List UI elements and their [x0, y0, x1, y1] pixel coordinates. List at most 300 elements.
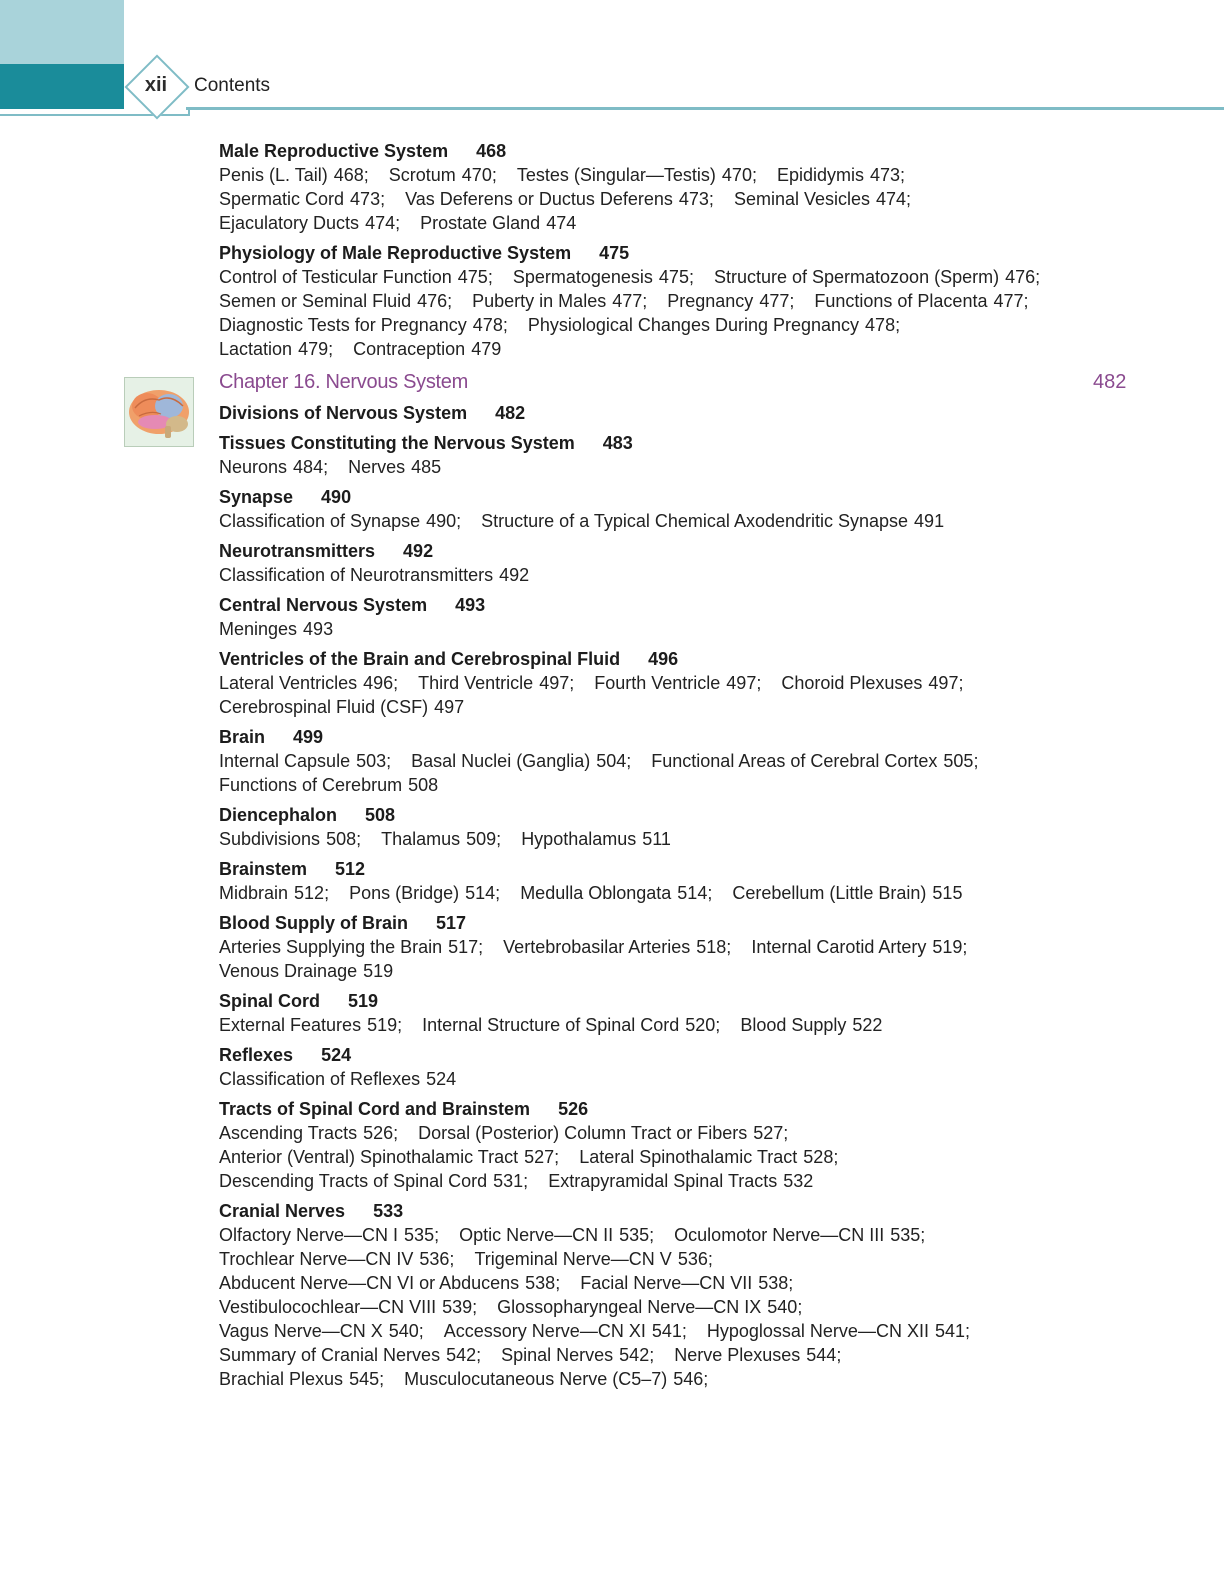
- subtopic-entry[interactable]: [219, 165, 369, 185]
- subtopic-entry[interactable]: [389, 165, 497, 185]
- subtopic-page: 484;: [293, 457, 329, 477]
- subtopic-page: 485: [411, 457, 442, 477]
- subtopic-title: Optic Nerve—CN II: [459, 1225, 614, 1245]
- subtopic-entry[interactable]: [594, 673, 761, 693]
- toc-section: [219, 1199, 1119, 1391]
- subtopic-page: 474;: [876, 189, 912, 209]
- section-heading[interactable]: [219, 989, 1119, 1013]
- subtopic-entry[interactable]: [219, 565, 529, 585]
- subtopic-title: Functions of Cerebrum: [219, 775, 403, 795]
- subtopic-entry[interactable]: [219, 1321, 424, 1341]
- subtopic-entry[interactable]: [349, 883, 500, 903]
- subtopic-entry[interactable]: [674, 1225, 925, 1245]
- subtopic-entry[interactable]: [219, 1249, 454, 1269]
- section-title: Male Reproductive System: [219, 141, 449, 161]
- subtopic-entry[interactable]: [219, 1147, 559, 1167]
- subtopic-entry[interactable]: [481, 511, 944, 531]
- subtopic-title: Accessory Nerve—CN XI: [443, 1321, 646, 1341]
- subtopic-entry[interactable]: [503, 937, 731, 957]
- section-title: Neurotransmitters: [219, 541, 376, 561]
- subtopic-page: 526;: [363, 1123, 399, 1143]
- subtopic-entry[interactable]: [219, 339, 333, 359]
- subtopic-title: Pons (Bridge): [349, 883, 460, 903]
- subtopic-page: 538;: [525, 1273, 561, 1293]
- subtopic-page: 515: [932, 883, 963, 903]
- subtopic-page: 505;: [943, 751, 979, 771]
- subtopic-page: 470;: [461, 165, 497, 185]
- section-title: Physiology of Male Reproductive System: [219, 243, 572, 263]
- subtopic-page: 497;: [928, 673, 964, 693]
- section-title: Diencephalon: [219, 805, 338, 825]
- subtopic-page: 478;: [472, 315, 508, 335]
- section-heading[interactable]: [219, 1043, 1119, 1067]
- subtopic-page: 541;: [934, 1321, 970, 1341]
- toc-section: [219, 911, 1119, 983]
- subtopic-title: Thalamus: [381, 829, 461, 849]
- subtopic-entry[interactable]: [219, 673, 398, 693]
- subtopic-page: 536;: [677, 1249, 713, 1269]
- subtopic-title: Structure of Spermatozoon (Sperm): [713, 267, 1000, 287]
- toc-section: [219, 1097, 1119, 1193]
- subtopic-page: 519;: [932, 937, 968, 957]
- subtopic-page: 540;: [767, 1297, 803, 1317]
- subtopic-title: Internal Carotid Artery: [751, 937, 927, 957]
- subtopic-title: Functions of Placenta: [814, 291, 988, 311]
- section-heading[interactable]: [219, 139, 1119, 163]
- subtopic-line: [219, 1271, 1119, 1295]
- section-heading[interactable]: [219, 401, 1119, 425]
- subtopic-entry[interactable]: [219, 775, 438, 795]
- subtopic-title: Control of Testicular Function: [219, 267, 452, 287]
- subtopic-page: 511: [642, 829, 671, 849]
- toc-section: [219, 139, 1119, 235]
- section-page: 519: [348, 991, 379, 1011]
- subtopic-entry[interactable]: [521, 829, 671, 849]
- subtopic-entry[interactable]: [219, 619, 333, 639]
- subtopic-page: 514;: [465, 883, 501, 903]
- header-band-dark: [0, 64, 124, 109]
- subtopic-entry[interactable]: [418, 1123, 788, 1143]
- subtopic-entry[interactable]: [348, 457, 441, 477]
- subtopic-page: 477;: [612, 291, 648, 311]
- subtopic-entry[interactable]: [497, 1297, 802, 1317]
- subtopic-page: 474: [546, 213, 577, 233]
- subtopic-entry[interactable]: [520, 883, 712, 903]
- toc-section: [219, 725, 1119, 797]
- subtopic-title: Abducent Nerve—CN VI or Abducens: [219, 1273, 520, 1293]
- subtopic-page: 542;: [619, 1345, 655, 1365]
- subtopic-title: Vagus Nerve—CN X: [219, 1321, 383, 1341]
- section-title: Synapse: [219, 487, 294, 507]
- subtopic-entry[interactable]: [219, 961, 393, 981]
- subtopic-page: 476;: [1005, 267, 1041, 287]
- section-title: Central Nervous System: [219, 595, 428, 615]
- subtopic-page: 504;: [596, 751, 632, 771]
- subtopic-page: 490;: [426, 511, 462, 531]
- subtopic-entry[interactable]: [219, 189, 385, 209]
- toc-section: [219, 539, 1119, 587]
- section-title: Brainstem: [219, 859, 308, 879]
- section-heading[interactable]: [219, 539, 1119, 563]
- subtopic-title: Prostate Gland: [420, 213, 541, 233]
- section-title: Tracts of Spinal Cord and Brainstem: [219, 1099, 531, 1119]
- subtopic-page: 540;: [388, 1321, 424, 1341]
- subtopic-page: 503;: [356, 751, 392, 771]
- subtopic-title: Cerebellum (Little Brain): [732, 883, 927, 903]
- subtopic-page: 542;: [446, 1345, 482, 1365]
- subtopic-entry[interactable]: [651, 751, 978, 771]
- subtopic-title: Olfactory Nerve—CN I: [219, 1225, 399, 1245]
- subtopic-entry[interactable]: [219, 315, 508, 335]
- subtopic-title: Internal Structure of Spinal Cord: [422, 1015, 680, 1035]
- subtopic-title: Musculocutaneous Nerve (C5–7): [404, 1369, 668, 1389]
- subtopic-title: Lateral Ventricles: [219, 673, 358, 693]
- subtopic-entry[interactable]: [219, 1123, 398, 1143]
- subtopic-line: [219, 1295, 1119, 1319]
- subtopic-title: Medulla Oblongata: [520, 883, 672, 903]
- page-number: xii: [144, 74, 168, 96]
- section-page: 482: [495, 403, 526, 423]
- subtopic-title: Venous Drainage: [219, 961, 358, 981]
- subtopic-line: [219, 1169, 1119, 1193]
- subtopic-title: Trochlear Nerve—CN IV: [219, 1249, 414, 1269]
- subtopic-title: Blood Supply: [740, 1015, 847, 1035]
- subtopic-title: Midbrain: [219, 883, 289, 903]
- subtopic-page: 473;: [350, 189, 386, 209]
- subtopic-title: Dorsal (Posterior) Column Tract or Fibers: [418, 1123, 748, 1143]
- section-heading[interactable]: [219, 241, 1119, 265]
- header-rule: [186, 107, 1224, 110]
- subtopic-entry[interactable]: [219, 697, 464, 717]
- subtopic-page: 527;: [753, 1123, 789, 1143]
- subtopic-page: 539;: [442, 1297, 478, 1317]
- section-heading[interactable]: [219, 1199, 1119, 1223]
- subtopic-entry[interactable]: [418, 673, 574, 693]
- subtopic-page: 519: [363, 961, 394, 981]
- subtopic-title: Ascending Tracts: [219, 1123, 358, 1143]
- toc-section: [219, 431, 1119, 479]
- subtopic-line: [219, 289, 1119, 313]
- subtopic-entry[interactable]: [219, 1069, 456, 1089]
- subtopic-entry[interactable]: [777, 165, 905, 185]
- subtopic-page: 538;: [758, 1273, 794, 1293]
- subtopic-entry[interactable]: [513, 267, 694, 287]
- section-heading[interactable]: [219, 857, 1119, 881]
- subtopic-entry[interactable]: [528, 315, 900, 335]
- subtopic-entry[interactable]: [444, 1321, 687, 1341]
- subtopic-entry[interactable]: [422, 1015, 720, 1035]
- section-heading[interactable]: [219, 1097, 1119, 1121]
- subtopic-page: 535;: [404, 1225, 440, 1245]
- subtopic-page: 473;: [870, 165, 906, 185]
- subtopic-title: Subdivisions: [219, 829, 321, 849]
- subtopic-entry[interactable]: [580, 1273, 793, 1293]
- subtopic-entry[interactable]: [667, 291, 794, 311]
- section-page: 490: [321, 487, 352, 507]
- subtopic-page: 479: [471, 339, 502, 359]
- section-heading[interactable]: [219, 593, 1119, 617]
- subtopic-entry[interactable]: [219, 937, 483, 957]
- subtopic-entry[interactable]: [381, 829, 501, 849]
- subtopic-line: [219, 827, 1119, 851]
- subtopic-line: [219, 749, 1119, 773]
- section-page: 493: [455, 595, 486, 615]
- subtopic-page: 532: [783, 1171, 814, 1191]
- toc-section: [219, 401, 1119, 425]
- subtopic-page: 536;: [419, 1249, 455, 1269]
- subtopic-page: 520;: [685, 1015, 721, 1035]
- subtopic-title: Structure of a Typical Chemical Axodendritic Synapse: [481, 511, 909, 531]
- subtopic-title: Penis (L. Tail): [219, 165, 328, 185]
- subtopic-title: Classification of Reflexes: [219, 1069, 421, 1089]
- subtopic-entry[interactable]: [459, 1225, 654, 1245]
- subtopic-line: [219, 563, 1119, 587]
- section-heading[interactable]: [219, 647, 1119, 671]
- header-rule-step: [188, 107, 190, 116]
- subtopic-page: 545;: [349, 1369, 385, 1389]
- subtopic-entry[interactable]: [814, 291, 1028, 311]
- subtopic-line: [219, 773, 1119, 797]
- section-page: 533: [373, 1201, 404, 1221]
- subtopic-title: Descending Tracts of Spinal Cord: [219, 1171, 488, 1191]
- subtopic-line: [219, 337, 1119, 361]
- subtopic-page: 535;: [619, 1225, 655, 1245]
- subtopic-line: [219, 1367, 1119, 1391]
- subtopic-line: [219, 881, 1119, 905]
- subtopic-entry[interactable]: [707, 1321, 970, 1341]
- subtopic-title: Pregnancy: [667, 291, 754, 311]
- subtopic-line: [219, 959, 1119, 983]
- chapter-page: 482: [1093, 371, 1127, 393]
- section-title: Divisions of Nervous System: [219, 403, 468, 423]
- section-page: 468: [476, 141, 507, 161]
- subtopic-entry[interactable]: [219, 751, 391, 771]
- subtopic-page: 474;: [365, 213, 401, 233]
- section-title: Spinal Cord: [219, 991, 321, 1011]
- subtopic-title: Semen or Seminal Fluid: [219, 291, 412, 311]
- subtopic-title: Basal Nuclei (Ganglia): [411, 751, 591, 771]
- section-page: 526: [558, 1099, 589, 1119]
- subtopic-title: Neurons: [219, 457, 288, 477]
- subtopic-line: [219, 455, 1119, 479]
- subtopic-page: 508;: [326, 829, 362, 849]
- subtopic-entry[interactable]: [219, 1369, 384, 1389]
- subtopic-page: 514;: [677, 883, 713, 903]
- subtopic-page: 522: [852, 1015, 883, 1035]
- section-page: 475: [599, 243, 630, 263]
- subtopic-entry[interactable]: [734, 189, 911, 209]
- subtopic-page: 470;: [721, 165, 757, 185]
- chapter-title: Chapter 16. Nervous System: [219, 371, 468, 393]
- subtopic-page: 476;: [417, 291, 453, 311]
- subtopic-title: Hypothalamus: [521, 829, 637, 849]
- subtopic-entry[interactable]: [420, 213, 576, 233]
- subtopic-entry[interactable]: [219, 511, 461, 531]
- subtopic-title: Brachial Plexus: [219, 1369, 344, 1389]
- toc-section: [219, 485, 1119, 533]
- subtopic-line: [219, 1145, 1119, 1169]
- subtopic-page: 531;: [493, 1171, 529, 1191]
- subtopic-entry[interactable]: [353, 339, 501, 359]
- subtopic-page: 544;: [806, 1345, 842, 1365]
- subtopic-title: Vertebrobasilar Arteries: [503, 937, 691, 957]
- subtopic-title: Diagnostic Tests for Pregnancy: [219, 315, 467, 335]
- toc-section: [219, 857, 1119, 905]
- subtopic-page: 477;: [993, 291, 1029, 311]
- subtopic-page: 517;: [448, 937, 484, 957]
- subtopic-entry[interactable]: [751, 937, 967, 957]
- subtopic-page: 491: [914, 511, 945, 531]
- subtopic-page: 497;: [539, 673, 575, 693]
- subtopic-page: 468;: [333, 165, 369, 185]
- subtopic-page: 518;: [696, 937, 732, 957]
- section-page: 508: [365, 805, 396, 825]
- section-heading[interactable]: [219, 911, 1119, 935]
- subtopic-page: 479;: [298, 339, 334, 359]
- subtopic-title: Extrapyramidal Spinal Tracts: [548, 1171, 778, 1191]
- subtopic-page: 477;: [759, 291, 795, 311]
- toc-section: [219, 647, 1119, 719]
- subtopic-title: Ejaculatory Ducts: [219, 213, 360, 233]
- subtopic-entry[interactable]: [548, 1171, 813, 1191]
- toc-content: [219, 139, 1127, 1397]
- subtopic-page: 512;: [294, 883, 330, 903]
- subtopic-entry[interactable]: [219, 1273, 560, 1293]
- section-page: 524: [321, 1045, 352, 1065]
- section-page: 512: [335, 859, 366, 879]
- section-title: Reflexes: [219, 1045, 294, 1065]
- toc-section: [219, 1043, 1119, 1091]
- subtopic-title: Classification of Synapse: [219, 511, 421, 531]
- subtopic-entry[interactable]: [714, 267, 1040, 287]
- section-heading[interactable]: [219, 803, 1119, 827]
- subtopic-title: Epididymis: [776, 165, 864, 185]
- subtopic-title: Vas Deferens or Ductus Deferens: [405, 189, 673, 209]
- subtopic-page: 527;: [524, 1147, 560, 1167]
- subtopic-line: [219, 617, 1119, 641]
- toc-section: [219, 593, 1119, 641]
- subtopic-line: [219, 509, 1119, 533]
- section-page: 483: [602, 433, 633, 453]
- subtopic-page: 496;: [363, 673, 399, 693]
- subtopic-line: [219, 1247, 1119, 1271]
- subtopic-page: 524: [426, 1069, 457, 1089]
- section-title: Cranial Nerves: [219, 1201, 346, 1221]
- subtopic-page: 497: [434, 697, 465, 717]
- subtopic-line: [219, 1121, 1119, 1145]
- subtopic-title: External Features: [219, 1015, 362, 1035]
- subtopic-entry[interactable]: [674, 1345, 841, 1365]
- subtopic-title: Hypoglossal Nerve—CN XII: [706, 1321, 929, 1341]
- subtopic-entry[interactable]: [219, 883, 329, 903]
- subtopic-page: 475;: [658, 267, 694, 287]
- section-title: Brain: [219, 727, 266, 747]
- subtopic-line: [219, 1067, 1119, 1091]
- subtopic-entry[interactable]: [474, 1249, 712, 1269]
- subtopic-entry[interactable]: [732, 883, 962, 903]
- subtopic-title: Spinal Nerves: [501, 1345, 614, 1365]
- subtopic-title: Testes (Singular—Testis): [516, 165, 716, 185]
- subtopic-title: Summary of Cranial Nerves: [219, 1345, 441, 1365]
- subtopic-page: 508: [408, 775, 439, 795]
- subtopic-title: Vestibulocochlear—CN VIII: [219, 1297, 437, 1317]
- toc-section: [219, 241, 1119, 361]
- subtopic-entry[interactable]: [219, 1225, 439, 1245]
- section-heading[interactable]: [219, 725, 1119, 749]
- subtopic-title: Fourth Ventricle: [594, 673, 721, 693]
- subtopic-title: Physiological Changes During Pregnancy: [527, 315, 860, 335]
- subtopic-entry[interactable]: [579, 1147, 838, 1167]
- subtopic-entry[interactable]: [501, 1345, 654, 1365]
- subtopic-title: Choroid Plexuses: [781, 673, 923, 693]
- subtopic-line: [219, 695, 1119, 719]
- subtopic-page: 475;: [457, 267, 493, 287]
- subtopic-page: 478;: [865, 315, 901, 335]
- subtopic-line: [219, 1013, 1119, 1037]
- subtopic-entry[interactable]: [219, 1015, 402, 1035]
- subtopic-line: [219, 1319, 1119, 1343]
- toc-section: [219, 803, 1119, 851]
- section-heading[interactable]: [219, 431, 1119, 455]
- subtopic-page: 528;: [803, 1147, 839, 1167]
- subtopic-entry[interactable]: [472, 291, 647, 311]
- subtopic-entry[interactable]: [781, 673, 963, 693]
- subtopic-entry[interactable]: [740, 1015, 882, 1035]
- subtopic-entry[interactable]: [517, 165, 757, 185]
- subtopic-entry[interactable]: [219, 457, 328, 477]
- subtopic-title: Arteries Supplying the Brain: [219, 937, 443, 957]
- subtopic-title: Puberty in Males: [472, 291, 607, 311]
- section-heading[interactable]: [219, 485, 1119, 509]
- brain-icon: [124, 377, 194, 447]
- subtopic-line: [219, 265, 1119, 289]
- subtopic-entry[interactable]: [219, 291, 452, 311]
- subtopic-line: [219, 313, 1119, 337]
- subtopic-entry[interactable]: [219, 213, 400, 233]
- subtopic-title: Anterior (Ventral) Spinothalamic Tract: [219, 1147, 519, 1167]
- subtopic-entry[interactable]: [219, 1345, 481, 1365]
- section-title: Ventricles of the Brain and Cerebrospinal Fluid: [219, 649, 621, 669]
- subtopic-title: Seminal Vesicles: [733, 189, 871, 209]
- subtopic-title: Meninges: [219, 619, 298, 639]
- subtopic-title: Classification of Neurotransmitters: [219, 565, 494, 585]
- subtopic-title: Glossopharyngeal Nerve—CN IX: [497, 1297, 762, 1317]
- subtopic-entry[interactable]: [219, 1171, 528, 1191]
- subtopic-page: 535;: [890, 1225, 926, 1245]
- header-band-light: [0, 0, 124, 64]
- subtopic-title: Scrotum: [388, 165, 456, 185]
- subtopic-entry[interactable]: [219, 267, 493, 287]
- subtopic-entry[interactable]: [219, 829, 361, 849]
- subtopic-page: 509;: [466, 829, 502, 849]
- subtopic-title: Spermatic Cord: [219, 189, 345, 209]
- section-title: Blood Supply of Brain: [219, 913, 408, 933]
- subtopic-page: 519;: [367, 1015, 403, 1035]
- section-title: Tissues Constituting the Nervous System: [219, 433, 575, 453]
- subtopic-entry[interactable]: [404, 1369, 708, 1389]
- subtopic-line: [219, 163, 1119, 187]
- chapter-heading[interactable]: [219, 367, 1127, 397]
- subtopic-entry[interactable]: [411, 751, 631, 771]
- subtopic-entry[interactable]: [219, 1297, 477, 1317]
- subtopic-page: 497;: [726, 673, 762, 693]
- subtopic-title: Trigeminal Nerve—CN V: [474, 1249, 672, 1269]
- toc-section: [219, 989, 1119, 1037]
- subtopic-entry[interactable]: [405, 189, 714, 209]
- subtopic-title: Functional Areas of Cerebral Cortex: [651, 751, 938, 771]
- subtopic-page: 473;: [678, 189, 714, 209]
- subtopic-line: [219, 1223, 1119, 1247]
